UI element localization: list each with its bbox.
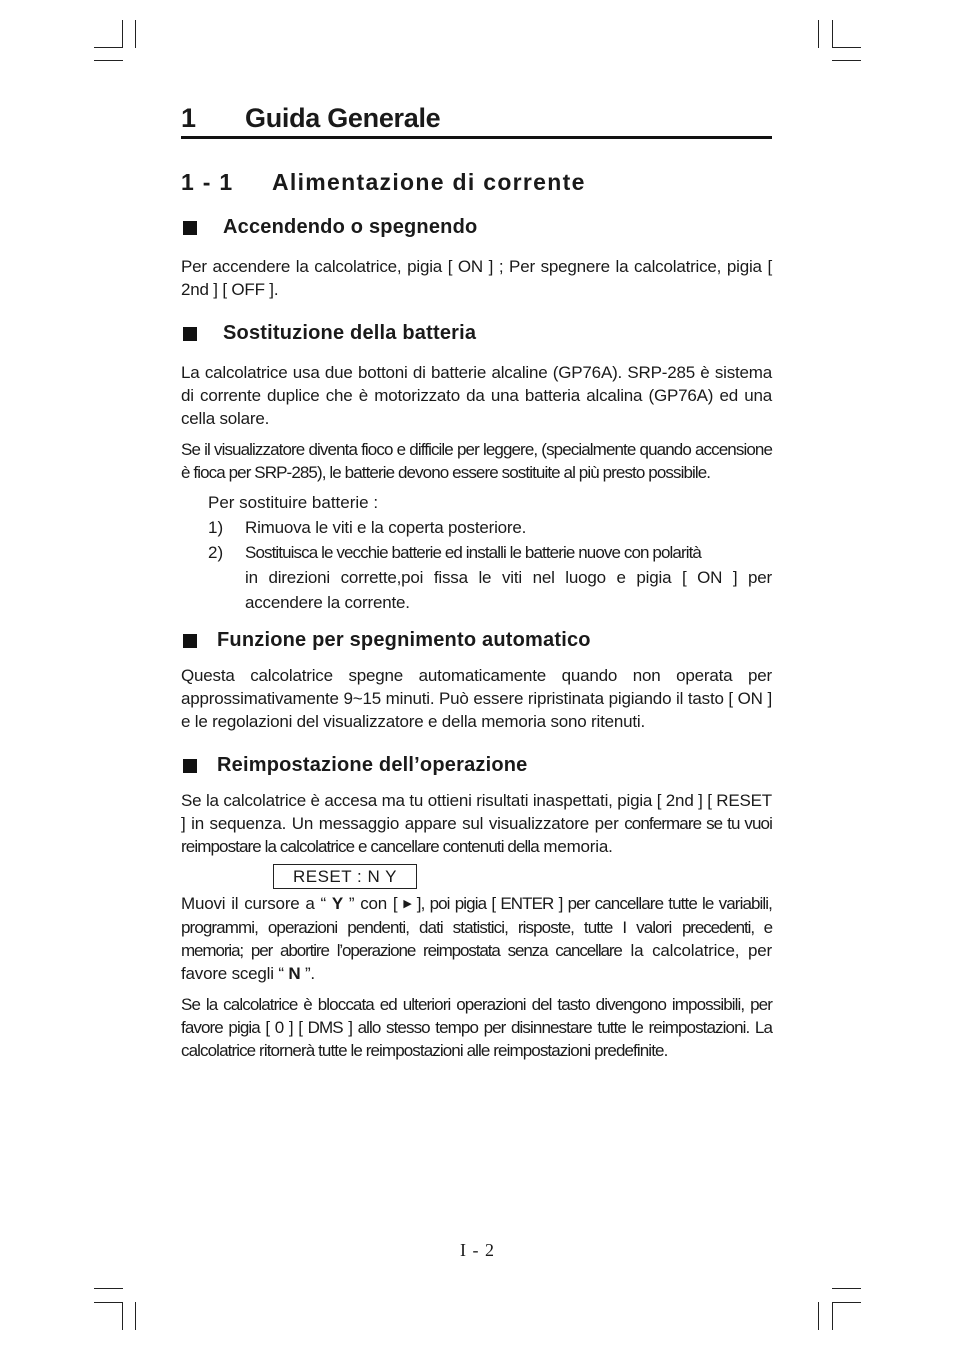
reset-paragraph-1: Se la calcolatrice è accesa ma tu ottieni risultati inaspettati, pigia [ 2nd ] [ RESET ] in sequenza. Un messaggio appare sul visualizzatore per confermare se tu vuoi reimpostare la calcolatrice e cancellare contenuti della memoria.	[181, 791, 772, 856]
battery-paragraph-2: Se il visualizzatore diventa fioco e difficile per leggere, (specialmente quando accensione è fioca per SRP-285), le batterie devono essere sostituite al più presto possibile.	[181, 440, 772, 482]
battery-heading-text: Sostituzione della batteria	[223, 322, 477, 344]
page-content	[181, 100, 772, 1062]
right-arrow-icon: ▶	[403, 898, 412, 910]
reset-paragraph-3: Se la calcolatrice è bloccata ed ulteriori operazioni del tasto divengono impossibili, per favore pigia [ 0 ] [ DMS ] allo stesso tempo per disinnestare tutte le reimpostazioni. La calcolatrice ritornerà tutte le reimpostazioni alle reimpostazioni predefinite.	[181, 995, 772, 1060]
reset-paragraph-2: Muovi il cursore a “ Y ” con [ ▶ ], poi pigia [ ENTER ] per cancellare tutte le variabili, programmi, operazioni pendenti, dati statistici, risposte, tutte I valori precedenti, e memoria; per abortire l’operazione reimpostata senza cancellare la calcolatrice, per favore scegli “ N ”.	[181, 894, 773, 983]
chapter-number: 1	[181, 103, 196, 133]
list-item: 1) Rimuova le viti e la coperta posteriore.	[208, 518, 527, 537]
page-number: I - 2	[460, 1240, 495, 1260]
bullet-square-icon	[183, 759, 197, 773]
bullet-square-icon	[183, 327, 197, 341]
list-item: 2) Sostituisca le vecchie batterie ed installi le batterie nuove con polarità in direzioni corrette,poi fissa le viti nel luogo e pigia [ ON ] per accendere la corrente.	[208, 543, 772, 612]
power-heading	[181, 216, 772, 239]
autooff-heading	[181, 629, 772, 652]
reset-heading-text: Reimpostazione dell’operazione	[217, 754, 528, 776]
battery-steps	[208, 490, 772, 615]
reset-display-wrap	[181, 858, 772, 890]
battery-paragraph-1: La calcolatrice usa due bottoni di batterie alcaline (GP76A). SRP-285 è sistema di corrente duplice che è motorizzato da una batteria alcalina (GP76A) ed una cella solare.	[181, 363, 772, 428]
chapter-title: Guida Generale	[245, 103, 441, 133]
autooff-heading-text: Funzione per spegnimento automatico	[217, 629, 591, 651]
reset-display: RESET : N Y	[273, 864, 417, 889]
reset-heading	[181, 754, 772, 777]
battery-heading	[181, 322, 772, 345]
power-text: Per accendere la calcolatrice, pigia [ ON ] ; Per spegnere la calcolatrice, pigia [ 2nd ] [ OFF ].	[181, 257, 772, 299]
section-heading	[181, 169, 772, 196]
bullet-square-icon	[183, 634, 197, 648]
section-title: Alimentazione di corrente	[272, 169, 586, 195]
chapter-heading	[181, 100, 772, 139]
bullet-square-icon	[183, 221, 197, 235]
power-heading-text: Accendendo o spegnendo	[223, 216, 478, 238]
section-number: 1 - 1	[181, 169, 234, 195]
autooff-text: Questa calcolatrice spegne automaticamente quando non operata per approssimativamente 9~15 minuti. Può essere ripristinata pigiando il tasto [ ON ] e le regolazioni del visualizzatore e della memoria sono ritenuti.	[181, 666, 772, 731]
battery-steps-intro: Per sostituire batterie :	[208, 493, 379, 512]
